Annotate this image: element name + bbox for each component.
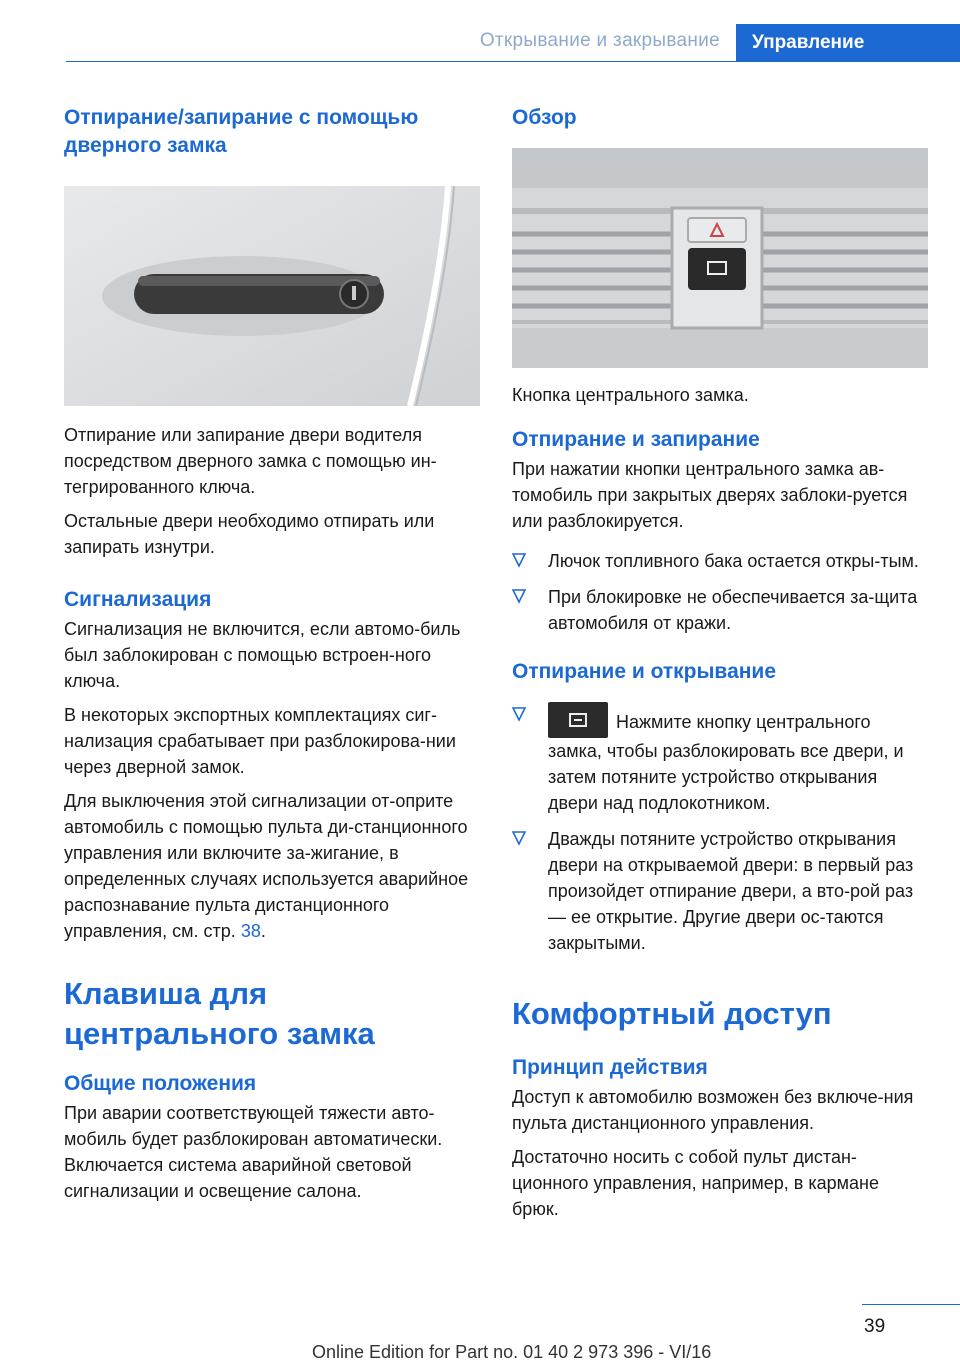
paragraph-door-lock-1: Отпирание или запирание двери водителя посредством дверного замка с помощью ин-тегрированного ключа.: [64, 425, 437, 497]
paragraph-alarm-1: Сигнализация не включится, если автомо-биль был заблокирован с помощью встроен-ного ключа.: [64, 619, 461, 691]
list-item: При блокировке не обеспечивается за-щита автомобиля от кражи.: [512, 584, 928, 636]
heading-principle: Принцип действия: [512, 1056, 708, 1079]
heading-comfort-access: Комфортный доступ: [512, 996, 832, 1031]
heading-general: Общие положения: [64, 1072, 257, 1095]
paragraph-alarm-3: Для выключения этой сигнализации от-оприте автомобиль с помощью пульта ди-станционного управления или включите за-жигание, в определенных случаях используется аварийное распознавание пульта дистанционного управления, см. стр. 38.: [64, 791, 469, 941]
heading-door-lock: Отпирание/запирание с помощью дверного замка: [64, 106, 419, 157]
paragraph-unlock-lock: При нажатии кнопки центрального замка ав-томобиль при закрытых дверях заблоки-руется или разблокируется.: [512, 459, 908, 531]
bullet-triangle-icon: [512, 830, 526, 846]
bullet-triangle-icon: [512, 588, 526, 604]
paragraph-door-lock-2: Остальные двери необходимо отпирать или запирать изнутри.: [64, 511, 435, 557]
header-section-title: Открывание и закрывание: [479, 30, 720, 51]
paragraph-alarm-2: В некоторых экспортных комплектациях сиг-нализация срабатывает при разблокирова-нии через дверной замок.: [64, 705, 456, 777]
right-column: [512, 100, 928, 1222]
paragraph-principle-2: Достаточно носить с собой пульт дистан-ционного управления, например, в кармане брюк.: [512, 1147, 879, 1219]
heading-central-lock-key: Клавиша для центрального замка: [64, 976, 375, 1051]
heading-overview: Обзор: [512, 106, 577, 129]
list-item: Лючок топливного бака остается откры-тым.: [512, 548, 928, 574]
paragraph-general: При аварии соответствующей тяжести авто-мобиль будет разблокирован автоматически. Включается система аварийной световой сигнализации и освещение салона.: [64, 1103, 443, 1201]
footer-edition: Online Edition for Part no. 01 40 2 973 396 - VI/16: [312, 1342, 712, 1362]
page-number: 39: [864, 1316, 886, 1337]
image-caption: Кнопка центрального замка.: [512, 385, 749, 405]
heading-unlock-lock: Отпирание и запирание: [512, 428, 760, 451]
list-item: Нажмите кнопку центрального замка, чтобы разблокировать все двери, и затем потяните устройство открывания двери над подлокотником.: [512, 702, 928, 816]
footer-rule: [862, 1304, 960, 1305]
central-lock-button-icon: [548, 702, 608, 738]
left-column: [64, 100, 480, 1204]
bullet-triangle-icon: [512, 552, 526, 568]
door-handle-illustration: [64, 186, 480, 406]
heading-unlock-open: Отпирание и открывание: [512, 660, 777, 683]
heading-alarm: Сигнализация: [64, 588, 212, 611]
header-rule: [66, 61, 960, 62]
list-item: Дважды потяните устройство открывания двери на открываемой двери: в первый раз произойдет отпирание двери, а вто-рой раз — ее открытие. Другие двери ос-таются закрытыми.: [512, 826, 928, 956]
header-chapter-tab[interactable]: Управление: [736, 24, 960, 62]
central-lock-button-illustration: [512, 148, 928, 368]
page-header: [66, 24, 960, 62]
bullet-triangle-icon: [512, 706, 526, 722]
paragraph-principle-1: Доступ к автомобилю возможен без включе-ния пульта дистанционного управления.: [512, 1087, 914, 1133]
page-ref-link[interactable]: 38: [240, 921, 261, 941]
